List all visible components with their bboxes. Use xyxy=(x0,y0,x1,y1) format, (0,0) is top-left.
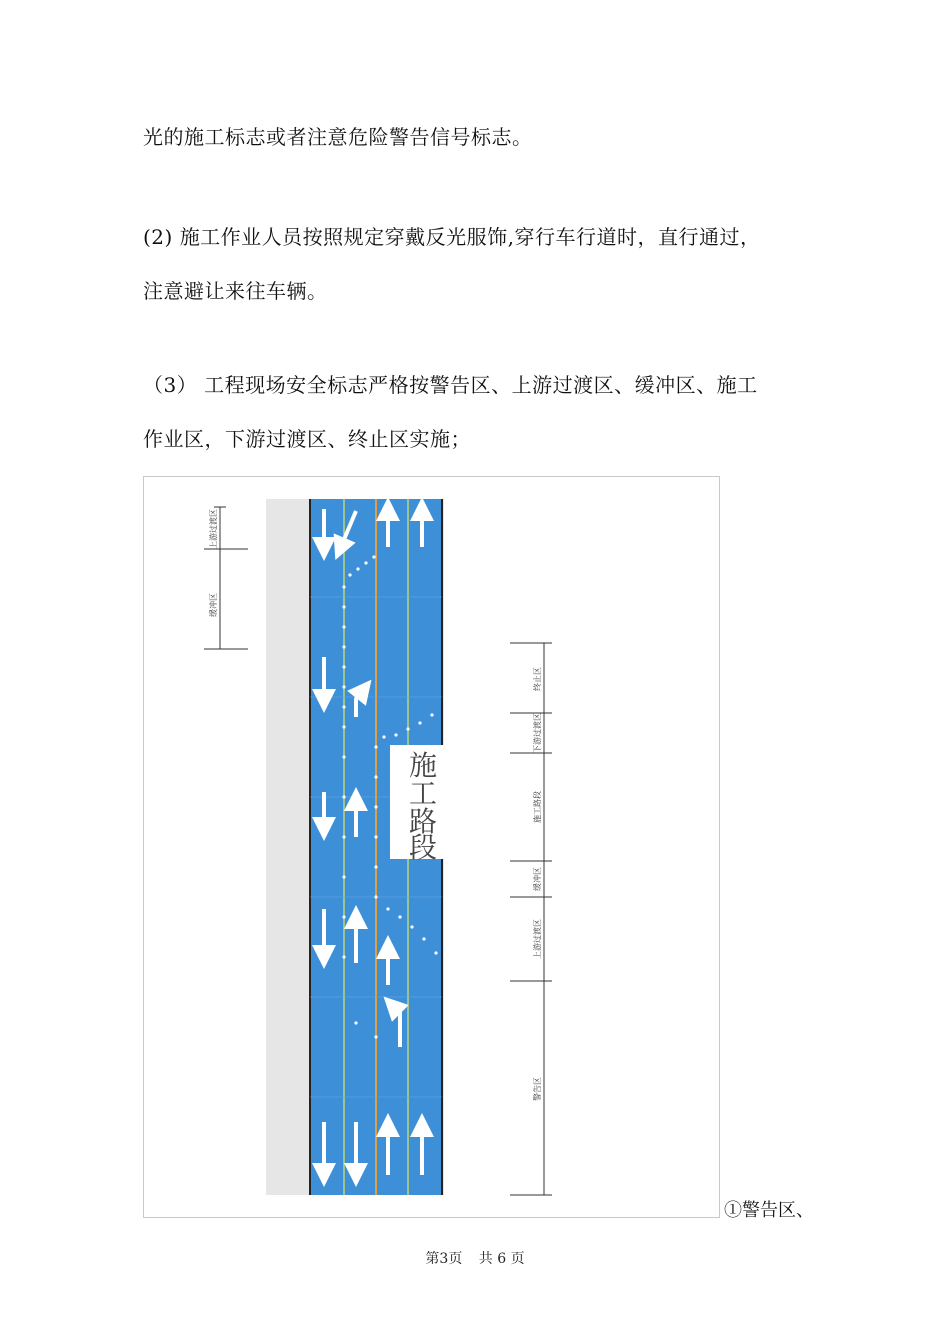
figure-caption: ①警告区、 xyxy=(724,1200,814,1221)
page-total: 共 6 页 xyxy=(478,1251,525,1267)
paragraph-3 xyxy=(143,358,813,466)
sign-char: 施 xyxy=(408,749,438,782)
zone-label: 下游过渡区 xyxy=(533,713,542,753)
zone-label: 缓冲区 xyxy=(209,593,218,617)
right-zone-dimension xyxy=(510,643,552,1195)
zone-label: 上游过渡区 xyxy=(533,919,542,959)
paragraph-2 xyxy=(143,210,813,318)
paragraph-line: 注意避让来往车辆。 xyxy=(143,279,328,303)
paragraph-line: (2) 施工作业人员按照规定穿戴反光服饰,穿行车行道时，直行通过， xyxy=(143,225,761,249)
road-layout-figure xyxy=(143,476,720,1218)
paragraph-line: 光的施工标志或者注意危险警告信号标志。 xyxy=(143,125,533,149)
zone-label: 缓冲区 xyxy=(533,867,542,891)
zone-label: 上游过渡区 xyxy=(209,509,218,549)
paragraph-1 xyxy=(143,110,813,164)
page-number: 第3页 xyxy=(425,1251,463,1267)
sign-char: 段 xyxy=(408,831,438,864)
road-diagram xyxy=(144,477,721,1219)
sign-char: 工 xyxy=(408,777,438,810)
zone-label: 终止区 xyxy=(533,667,542,691)
paragraph-line: 作业区，下游过渡区、终止区实施； xyxy=(143,427,471,451)
zone-label: 施工路段 xyxy=(533,791,542,823)
sign-char: 路 xyxy=(408,805,438,838)
page-footer xyxy=(0,1248,950,1268)
paragraph-line: （3） 工程现场安全标志严格按警告区、上游过渡区、缓冲区、施工 xyxy=(143,373,758,397)
zone-label: 警告区 xyxy=(533,1077,542,1101)
